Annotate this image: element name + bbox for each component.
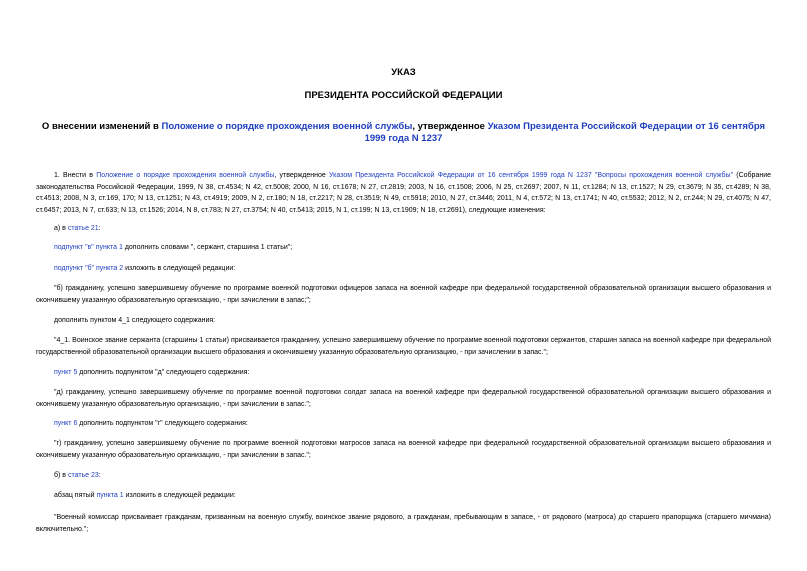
article-23-link[interactable]: статье 23 xyxy=(67,472,99,479)
paragraph-1 xyxy=(36,170,771,216)
paragraph-7: "4_1. Воинское звание сержанта (старшины 1 статьи) присваивается гражданину, успешно завершившему обучение по программе военной подготовки сержантов, старшин запаса на военной кафедре при федеральной государственной образовательной организации высшего образования и окончившему указанную образовательную организацию, - при зачислении в запас."; xyxy=(36,337,771,356)
paragraph-text: : xyxy=(98,225,101,232)
document-subtitle xyxy=(36,121,771,145)
paragraph-5: "б) гражданину, успешно завершившему обучение по программе военной подготовки офицеров запаса на военной кафедре при федеральной государственной образовательной организации высшего образования и окончившему указанную образовательную организацию, - при зачислении в запас;"; xyxy=(36,285,771,304)
clause-2-link[interactable]: пункта 2 xyxy=(96,265,124,272)
paragraph-text: 1. Внести в xyxy=(54,172,97,179)
subtitle-text: , утвержденное xyxy=(412,121,488,132)
subtitle-text: О внесении изменений в xyxy=(41,121,162,132)
article-21-link[interactable]: статье 21 xyxy=(67,225,99,232)
paragraph-text: изложить в следующей редакции: xyxy=(123,265,236,272)
decree-link[interactable]: Указом Президента Российской Федерации от 16 сентября 1999 года N 1237 xyxy=(364,121,766,144)
paragraph-14: "Военный комиссар присваивает гражданам, призванным на военную службу, воинское звание рядового, а гражданам, пребывающим в запасе, - от рядового (матроса) до старшего прапорщика (старшего мичмана) включительно."; xyxy=(36,514,771,533)
subclause-b-link[interactable]: подпункт "б" xyxy=(54,265,95,272)
document-type-heading: УКАЗ xyxy=(391,67,416,78)
clause-1-link[interactable]: пункта 1 xyxy=(96,492,124,499)
paragraph-text: дополнить подпунктом "д" следующего содержания: xyxy=(77,369,250,376)
paragraph-text: б) в xyxy=(54,472,68,479)
clause-6-link[interactable]: пункт 6 xyxy=(54,420,78,427)
subclause-v-link[interactable]: подпункт "в" xyxy=(54,244,94,251)
paragraph-text: изложить в следующей редакции: xyxy=(123,492,236,499)
issuer-heading: ПРЕЗИДЕНТА РОССИЙСКОЙ ФЕДЕРАЦИИ xyxy=(304,90,503,101)
paragraph-text: а) в xyxy=(54,225,68,232)
paragraph-2 xyxy=(36,223,771,235)
clause-5-link[interactable]: пункт 5 xyxy=(54,369,78,376)
paragraph-10 xyxy=(36,418,771,430)
paragraph-text: дополнить словами ", сержант, старшина 1 статьи"; xyxy=(122,244,293,251)
paragraph-text: (Собрание законодательства Российской Федерации, 1999, N 38, ст.4534; N 42, ст.5008; 2000, N 16, ст.1678; N 27, ст.2819; 2003, N 16, ст.1508; 2006, N 25, ст.2697; 2007, N 11, ст.1284; N 13, ст.1527; N 29, ст.3679; N 35, ст.4289; N 38, ст.4513; 2008, N 3, ст.169, 170; N 13, ст.1251; N 43, ст.4919; 2009, N 2, ст.180; N 18, ст.2217; N 28, ст.3519; N 49, ст.5918; 2010, N 27, ст.3446; 2011, N 4, ст.572; N 13, ст.1741; N 40, ст.5532; 2012, N 2, ст.244; N 29, ст.4075; N 47, ст.6457; 2013, N 7, ст.633; N 13, ст.1526; 2014, N 8, ст.783; N 27, ст.3754; N 40, ст.5413; 2015, N 1, ст.199; N 13, ст.1909; N 18, ст.2691), следующие изменения: xyxy=(36,172,772,214)
regulation-link[interactable]: Положение о порядке прохождения военной службы xyxy=(161,121,413,132)
paragraph-text: дополнить подпунктом "г" следующего содержания: xyxy=(77,420,248,427)
regulation-link[interactable]: Положение о порядке прохождения военной службы xyxy=(96,172,275,179)
paragraph-text: : xyxy=(98,472,101,479)
decree-link[interactable]: Указом Президента Российской Федерации от 16 сентября 1999 года N 1237 "Вопросы прохождения военной службы" xyxy=(329,172,734,179)
paragraph-11: "г) гражданину, успешно завершившему обучение по программе военной подготовки матросов запаса на военной кафедре при федеральной государственной образовательной организации высшего образования и окончившему указанную образовательную организацию, - при зачислении в запас."; xyxy=(36,440,771,459)
paragraph-12 xyxy=(36,470,771,482)
paragraph-3 xyxy=(36,242,771,254)
paragraph-13 xyxy=(36,490,771,502)
paragraph-text: абзац пятый xyxy=(54,492,97,499)
clause-1-link[interactable]: пункта 1 xyxy=(95,244,123,251)
paragraph-9: "д) гражданину, успешно завершившему обучение по программе военной подготовки солдат запаса на военной кафедре при федеральной государственной образовательной организации высшего образования и окончившему указанную образовательную организацию, - при зачислении в запас."; xyxy=(36,389,771,408)
paragraph-6: дополнить пунктом 4_1 следующего содержания: xyxy=(54,317,216,324)
paragraph-8 xyxy=(36,367,771,379)
paragraph-text: , утвержденное xyxy=(274,172,330,179)
paragraph-4 xyxy=(36,263,771,275)
